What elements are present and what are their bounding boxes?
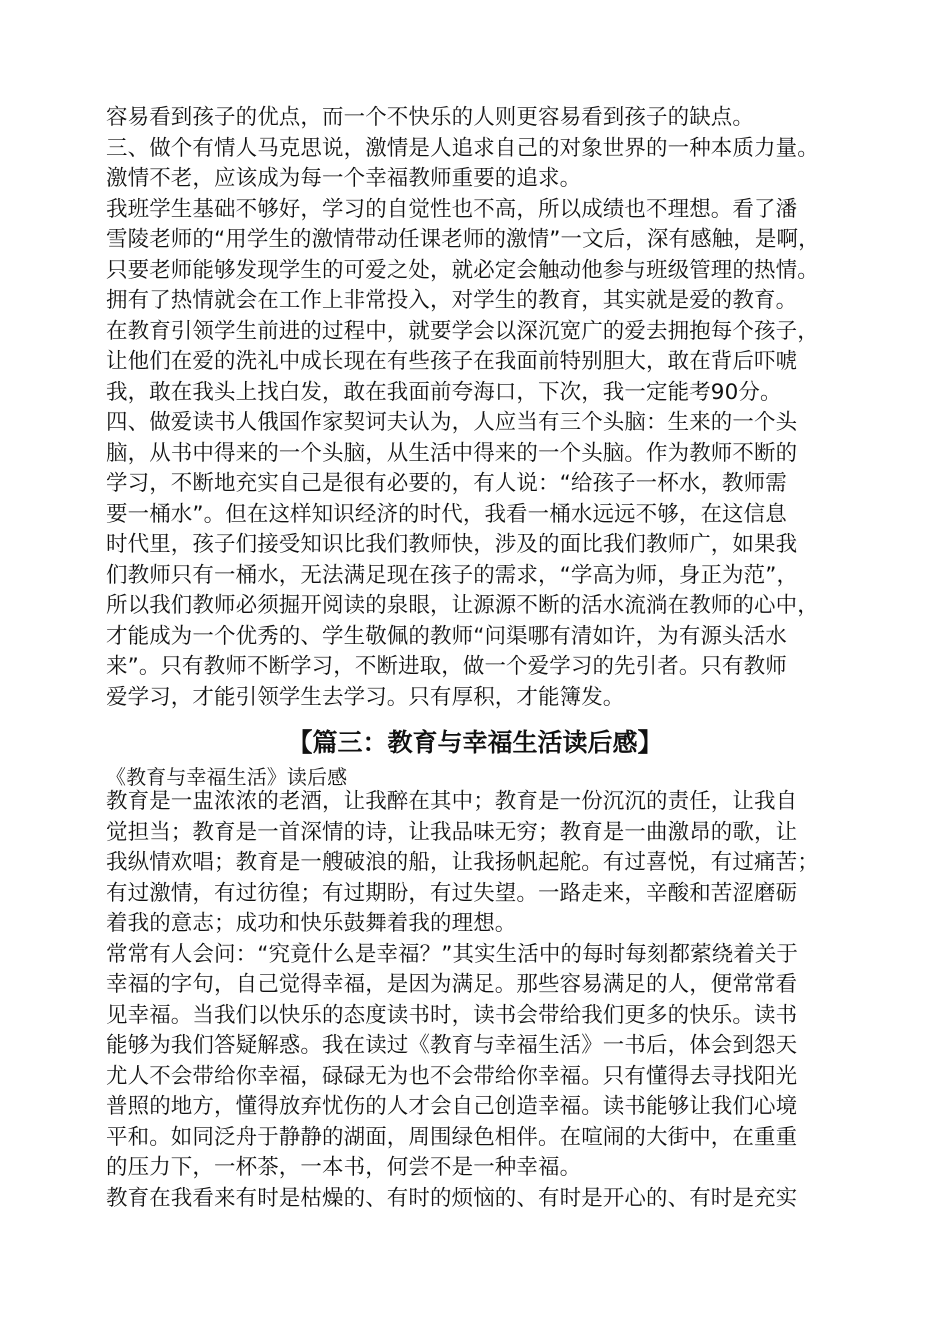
paragraph-line: 三、做个有情人马克思说，激情是人追求自己的对象世界的一种本质力量。 [106,135,819,161]
paragraph-line: 我，敢在我头上找白发，敢在我面前夸海口，下次，我一定能考90分。 [106,379,782,405]
paragraph-line: 脑，从书中得来的一个头脑，从生活中得来的一个头脑。作为教师不断的 [106,440,798,466]
paragraph-line: 激情不老，应该成为每一个幸福教师重要的追求。 [106,166,582,191]
paragraph-line: 只要老师能够发现学生的可爱之处，就必定会触动他参与班级管理的热情。 [106,257,819,283]
paragraph-line: 我班学生基础不够好，学习的自觉性也不高，所以成绩也不理想。看了潘 [106,196,798,222]
paragraph-line: 来”。只有教师不断学习，不断进取，做一个爱学习的先引者。只有教师 [106,654,787,679]
paragraph-line: 们教师只有一桶水，无法满足现在孩子的需求，“学高为师，身正为范”， [106,562,799,588]
paragraph-line: 时代里，孩子们接受知识比我们教师快，涉及的面比我们教师广，如果我 [106,532,798,557]
paragraph-line: 学习，不断地充实自己是很有必要的，有人说：“给孩子一杯水，教师需 [106,471,787,496]
section-heading: 【篇三：教育与幸福生活读后感】 [287,728,663,757]
paragraph-line: 所以我们教师必须掘开阅读的泉眼，让源源不断的活水流淌在教师的心中， [106,593,819,618]
paragraph-line: 幸福的字句，自己觉得幸福，是因为满足。那些容易满足的人，便常常看 [106,972,798,997]
subtitle: 《教育与幸福生活》读后感 [106,765,348,789]
paragraph-line: 有过激情，有过彷徨；有过期盼，有过失望。一路走来，辛酸和苦涩磨砺 [106,880,798,906]
paragraph-line: 常常有人会问：“究竟什么是幸福？”其实生活中的每时每刻都萦绕着关于 [106,941,799,967]
paragraph-line: 觉担当；教育是一首深情的诗，让我品味无穷；教育是一曲激昂的歌，让 [106,819,798,845]
paragraph-line: 才能成为一个优秀的、学生敬佩的教师“问渠哪有清如许，为有源头活水 [106,623,787,649]
paragraph-line: 让他们在爱的洗礼中成长现在有些孩子在我面前特别胆大，敢在背后吓唬 [106,349,798,374]
paragraph-line: 拥有了热情就会在工作上非常投入，对学生的教育，其实就是爱的教育。 [106,288,798,313]
paragraph-line: 的压力下，一杯茶，一本书，何尝不是一种幸福。 [106,1155,582,1180]
paragraph-line: 见幸福。当我们以快乐的态度读书时，读书会带给我们更多的快乐。读书 [106,1002,798,1028]
paragraph-line: 容易看到孩子的优点，而一个不快乐的人则更容易看到孩子的缺点。 [106,105,755,130]
paragraph-line: 我纵情欢唱；教育是一艘破浪的船，让我扬帆起舵。有过喜悦，有过痛苦； [106,850,819,875]
paragraph-line: 能够为我们答疑解惑。我在读过《教育与幸福生活》一书后，体会到怨天 [106,1033,798,1058]
paragraph-line: 雪陵老师的“用学生的激情带动任课老师的激情”一文后，深有感触，是啊， [106,227,820,252]
paragraph-line: 平和。如同泛舟于静静的湖面，周围绿色相伴。在喧闹的大街中，在重重 [106,1124,798,1150]
paragraph-line: 在教育引领学生前进的过程中，就要学会以深沉宽广的爱去拥抱每个孩子， [106,318,819,344]
paragraph-line: 四、做爱读书人俄国作家契诃夫认为，人应当有三个头脑：生来的一个头 [106,410,798,435]
paragraph-line: 着我的意志；成功和快乐鼓舞着我的理想。 [106,911,517,936]
paragraph-line: 教育在我看来有时是枯燥的、有时的烦恼的、有时是开心的、有时是充实 [106,1185,798,1211]
paragraph-line: 爱学习，才能引领学生去学习。只有厚积，才能簿发。 [106,684,625,710]
paragraph-line: 要一桶水”。但在这样知识经济的时代，我看一桶水远远不够，在这信息 [106,501,787,527]
paragraph-line: 尤人不会带给你幸福，碌碌无为也不会带给你幸福。只有懂得去寻找阳光 [106,1063,798,1089]
paragraph-line: 教育是一盅浓浓的老酒，让我醉在其中；教育是一份沉沉的责任，让我自 [106,789,798,814]
paragraph-line: 普照的地方，懂得放弃忧伤的人才会自己创造幸福。读书能够让我们心境 [106,1094,798,1119]
